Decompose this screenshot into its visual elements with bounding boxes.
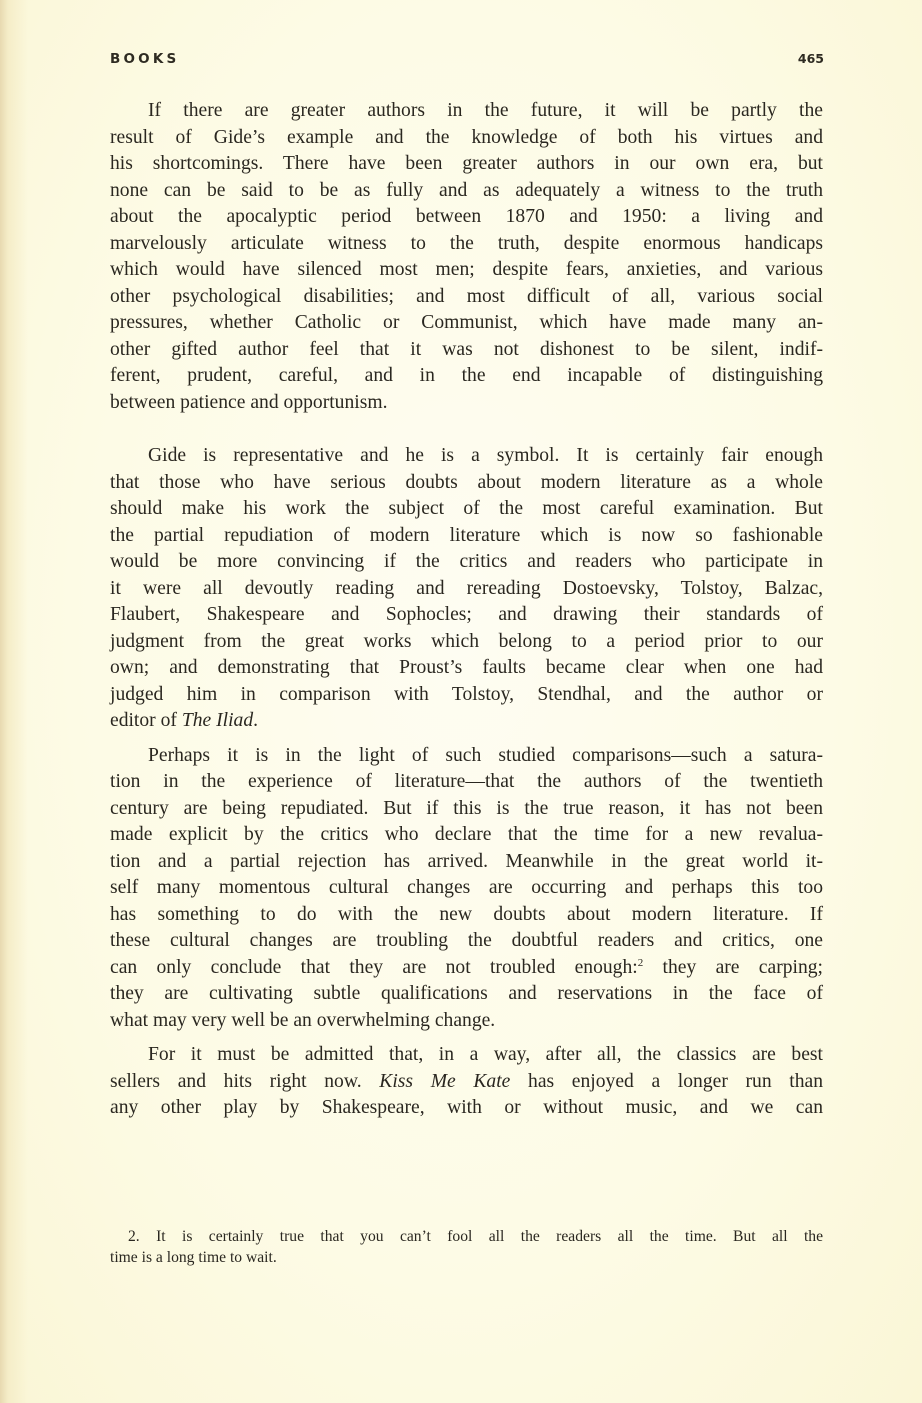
text-line: judgment from the great works which belong to a period prior to our <box>110 630 823 652</box>
book-title-iliad: The Iliad <box>181 710 254 731</box>
text-line <box>110 955 823 982</box>
text-line: ferent, prudent, careful, and in the end incapable of distinguishing <box>110 365 823 386</box>
text-line: result of Gide’s example and the knowledge of both his virtues and <box>110 126 823 148</box>
text-line: tion and a partial rejection has arrived. Meanwhile in the great world it- <box>110 850 823 872</box>
text-line: pressures, whether Catholic or Communist, which have made many an- <box>110 312 823 333</box>
text-line: his shortcomings. There have been greater authors in our own era, but <box>110 153 823 174</box>
text-line: Flaubert, Shakespeare and Sophocles; and drawing their standards of <box>110 604 823 625</box>
text-line: about the apocalyptic period between 1870 and 1950: a living and <box>110 206 823 227</box>
text-line: would be more convincing if the critics and readers who participate in <box>110 551 823 572</box>
play-title-kiss-me-kate: Kiss Me Kate <box>379 1070 511 1092</box>
paragraph-3 <box>110 743 823 1035</box>
text-line: these cultural changes are troubling the doubtful readers and critics, one <box>110 930 823 951</box>
page-number: 465 <box>797 51 824 66</box>
paragraph-1 <box>110 98 823 416</box>
text-line: If there are greater authors in the future, it will be partly the <box>148 100 823 121</box>
text-line: it were all devoutly reading and rereading Dostoevsky, Tolstoy, Balzac, <box>110 577 823 599</box>
section-title: BOOKS <box>110 51 180 67</box>
text-line <box>110 708 823 735</box>
text-fragment: sellers and hits right now. <box>110 1070 380 1092</box>
text-line: century are being repudiated. But if this is the true reason, it has not been <box>110 797 823 819</box>
text-line: none can be said to be as fully and as adequately a witness to the truth <box>110 179 823 201</box>
text-fragment: . <box>253 710 259 731</box>
text-line: made explicit by the critics who declare that the time for a new revalua- <box>110 824 823 845</box>
text-line: which would have silenced most men; despite fears, anxieties, and various <box>110 259 823 280</box>
text-line: the partial repudiation of modern literature which is now so fashionable <box>110 524 823 546</box>
footnote-reference[interactable]: 2 <box>637 956 644 969</box>
text-line: any other play by Shakespeare, with or without music, and we can <box>110 1097 823 1118</box>
paragraph-4 <box>110 1042 823 1122</box>
footnote-line: time is a long time to wait. <box>110 1249 277 1266</box>
text-line: between patience and opportunism. <box>110 391 388 413</box>
text-line: judged him in comparison with Tolstoy, Stendhal, and the author or <box>110 683 823 705</box>
text-line: own; and demonstrating that Proust’s faults became clear when one had <box>110 657 823 678</box>
text-line: other psychological disabilities; and most difficult of all, various social <box>110 285 823 307</box>
footnote-line: 2. It is certainly true that you can’t fool all the readers all the time. But all the <box>128 1228 823 1245</box>
text-line: tion in the experience of literature—that the authors of the twentieth <box>110 771 823 792</box>
text-line: other gifted author feel that it was not dishonest to be silent, indif- <box>110 338 823 360</box>
text-line: Gide is representative and he is a symbol. It is certainly fair enough <box>148 445 823 466</box>
text-line: what may very well be an overwhelming change. <box>110 1009 496 1031</box>
text-fragment: they are carping; <box>643 956 823 978</box>
text-line <box>110 1069 823 1096</box>
text-fragment: editor of <box>110 710 182 731</box>
footnote <box>110 1226 823 1268</box>
text-line: self many momentous cultural changes are occurring and perhaps this too <box>110 877 823 898</box>
text-line: that those who have serious doubts about modern literature as a whole <box>110 471 823 493</box>
text-fragment: has enjoyed a longer run than <box>510 1070 824 1092</box>
text-line: Perhaps it is in the light of such studied comparisons—such a satura- <box>148 744 823 766</box>
text-line: should make his work the subject of the most careful examination. But <box>110 498 823 519</box>
text-line: has something to do with the new doubts about modern literature. If <box>110 903 823 925</box>
paragraph-2 <box>110 443 823 735</box>
text-line: For it must be admitted that, in a way, after all, the classics are best <box>148 1044 823 1065</box>
text-line: marvelously articulate witness to the truth, despite enormous handicaps <box>110 232 823 254</box>
text-line: they are cultivating subtle qualifications and reservations in the face of <box>110 983 823 1004</box>
running-head <box>110 51 824 71</box>
body-text <box>110 98 823 1122</box>
text-fragment: can only conclude that they are not troubled enough: <box>110 956 638 978</box>
